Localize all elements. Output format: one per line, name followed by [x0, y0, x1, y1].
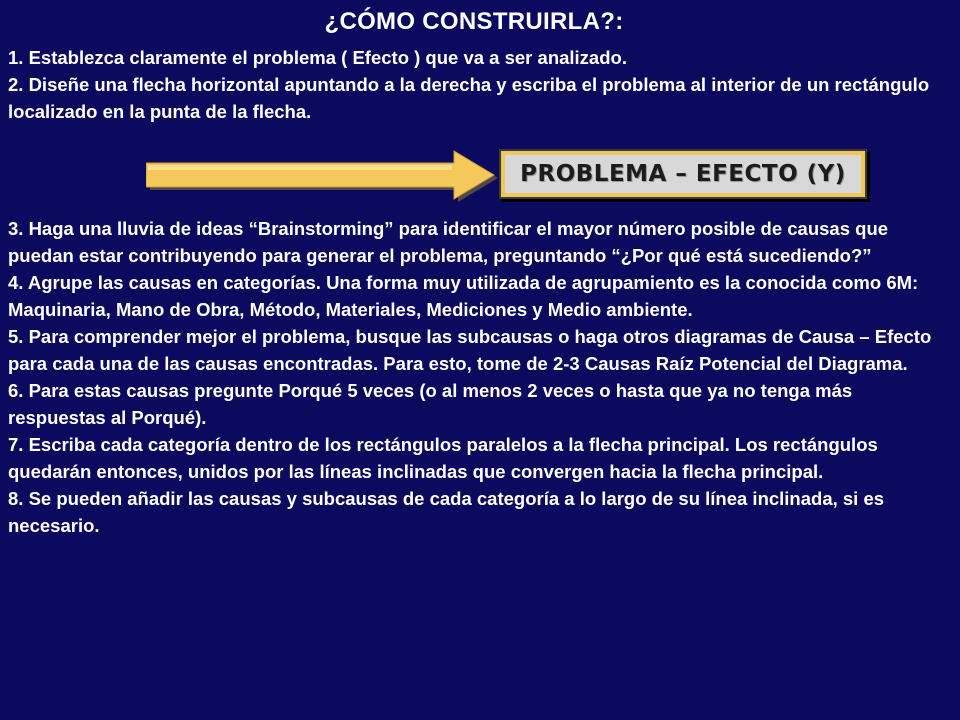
arrow-right-icon [146, 143, 506, 203]
step-8-text: 8. Se pueden añadir las causas y subcausas de cada categoría a lo largo de su línea inclinada, si es necesario. [8, 488, 885, 536]
problem-effect-diagram [8, 125, 940, 215]
step-5-text: 5. Para comprender mejor el problema, busque las subcausas o haga otros diagramas de Causa – Efecto para cada una de las causas encontradas. Para esto, tome de 2-3 Causas Raíz Potencial del Diagrama. [8, 326, 932, 374]
step-7-text: 7. Escriba cada categoría dentro de los rectángulos paralelos a la flecha principal. Los rectángulos quedarán entonces, unidos por las líneas inclinadas que convergen hacia la flecha principal. [8, 434, 878, 482]
problem-effect-box [501, 151, 865, 197]
step-3-text: 3. Haga una lluvia de ideas “Brainstorming” para identificar el mayor número posible de causas que puedan estar contribuyendo para generar el problema, preguntando “¿Por qué está sucediendo?” [8, 218, 889, 266]
step-1-text: 1. Establezca claramente el problema ( Efecto ) que va a ser analizado. [8, 47, 627, 68]
slide-title: ¿CÓMO CONSTRUIRLA?: [324, 8, 624, 35]
step-2-text: 2. Diseñe una flecha horizontal apuntando a la derecha y escriba el problema al interior de un rectángulo localizado en la punta de la flecha. [8, 74, 930, 122]
step-6-text: 6. Para estas causas pregunte Porqué 5 veces (o al menos 2 veces o hasta que ya no tenga más respuestas al Porqué). [8, 380, 853, 428]
problem-effect-label: PROBLEMA – EFECTO (Y) [520, 161, 846, 187]
step-4-text: 4. Agrupe las causas en categorías. Una forma muy utilizada de agrupamiento es la conocida como 6M: Maquinaria, Mano de Obra, Método, Materiales, Mediciones y Medio ambiente. [8, 272, 919, 320]
